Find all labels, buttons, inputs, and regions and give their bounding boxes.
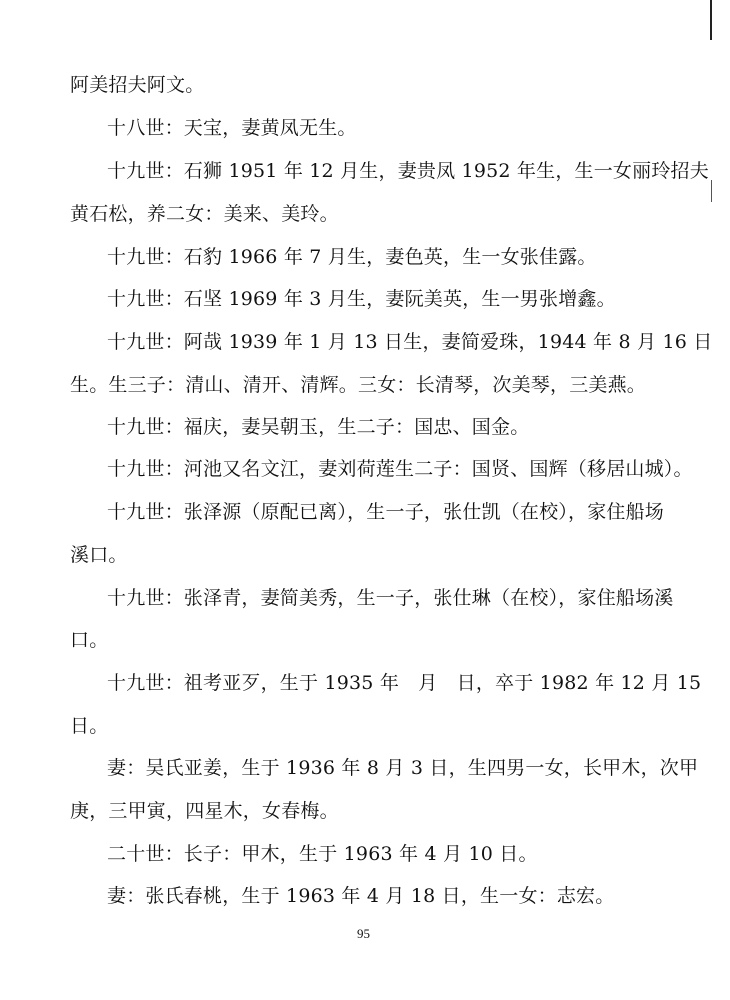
scan-edge-mark <box>711 180 712 202</box>
text-line: 十九世：张泽青，妻简美秀，生一子，张仕琳（在校），家住船场溪 <box>107 587 674 609</box>
page-number: 95 <box>357 926 370 941</box>
text-line: 阿美招夫阿文。 <box>70 74 205 96</box>
text-line: 十九世：石狮 1951 年 12 月生，妻贵凤 1952 年生，生一女丽玲招夫 <box>107 160 709 182</box>
text-line: 十八世：天宝，妻黄凤无生。 <box>107 117 357 139</box>
text-line: 十九世：阿哉 1939 年 1 月 13 日生，妻简爱珠，1944 年 8 月 16 日 <box>107 331 713 353</box>
text-line: 十九世：石坚 1969 年 3 月生，妻阮美英，生一男张增鑫。 <box>107 288 616 310</box>
text-line: 十九世：石豹 1966 年 7 月生，妻色英，生一女张佳露。 <box>107 246 597 268</box>
scan-edge-mark <box>710 0 712 40</box>
text-line: 十九世：祖考亚歹，生于 1935 年 月 日，卒于 1982 年 12 月 15 <box>107 672 702 694</box>
text-line: 口。 <box>70 629 109 651</box>
text-line: 庚，三甲寅，四星木，女春梅。 <box>70 800 339 822</box>
text-line: 生。生三子：清山、清开、清辉。三女：长清琴，次美琴，三美燕。 <box>70 374 647 396</box>
text-line: 黄石松，养二女：美来、美玲。 <box>70 203 339 225</box>
text-line: 妻：张氏春桃，生于 1963 年 4 月 18 日，生一女：志宏。 <box>107 885 615 907</box>
text-line: 二十世：长子：甲木，生于 1963 年 4 月 10 日。 <box>107 843 538 865</box>
text-line: 日。 <box>70 715 109 737</box>
text-line: 十九世：张泽源（原配已离），生一子，张仕凯（在校），家住船场 <box>107 501 665 523</box>
text-line: 十九世：河池又名文江，妻刘荷莲生二子：国贤、国辉（移居山城）。 <box>107 458 693 480</box>
text-line: 妻：吴氏亚姜，生于 1936 年 8 月 3 日，生四男一女，长甲木，次甲 <box>107 757 699 779</box>
text-line: 溪口。 <box>70 544 128 566</box>
text-line: 十九世：福庆，妻吴朝玉，生二子：国忠、国金。 <box>107 416 530 438</box>
